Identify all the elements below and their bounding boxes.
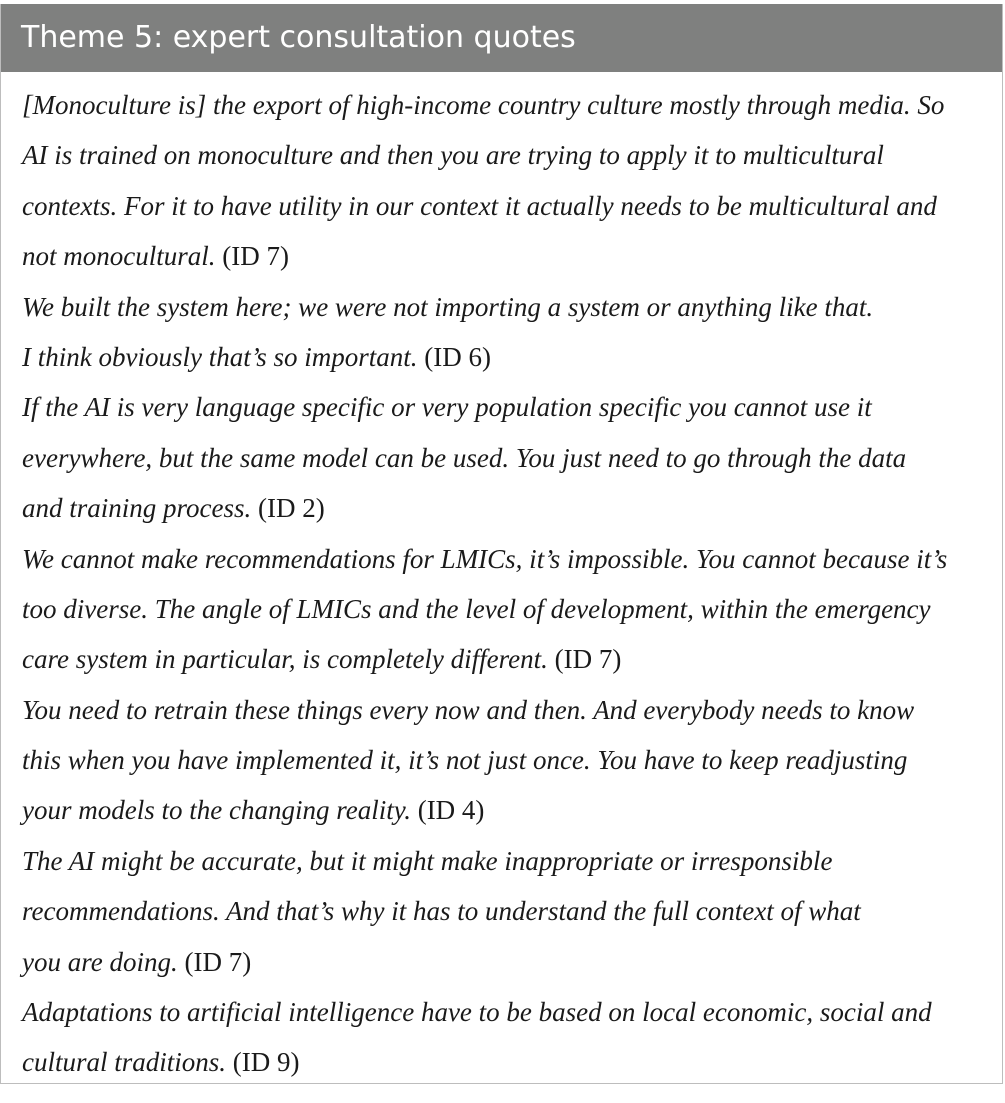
quote-text: We cannot make recommendations for LMICs, it’s impossible. You cannot because it’s	[22, 543, 948, 574]
quote-line	[22, 886, 1002, 936]
quote-line	[22, 231, 1002, 281]
table-title: Theme 5: expert consultation quotes	[1, 4, 1002, 72]
quote-line	[22, 584, 1002, 634]
quote-line	[22, 685, 1002, 735]
quote-line	[22, 382, 1002, 432]
quote	[22, 685, 1002, 836]
quote-id: (ID 2)	[258, 493, 325, 524]
quote-text: care system in particular, is completely different.	[22, 644, 548, 675]
quote-line	[22, 785, 1002, 835]
quote-line	[22, 836, 1002, 886]
quote-line	[22, 332, 1002, 382]
quote-line	[22, 534, 1002, 584]
quote-text: AI is trained on monoculture and then you are trying to apply it to multicultural	[22, 140, 884, 171]
quote-text: recommendations. And that’s why it has to understand the full context of what	[22, 896, 861, 927]
quote-line	[22, 130, 1002, 180]
quote-id: (ID 6)	[424, 341, 491, 372]
quote-text: you are doing.	[22, 946, 178, 977]
quote-text: cultural traditions.	[22, 1047, 227, 1078]
quote-line	[22, 735, 1002, 785]
quote-line	[22, 483, 1002, 533]
quote-id: (ID 9)	[232, 1047, 300, 1078]
quote-text: The AI might be accurate, but it might make inappropriate or irresponsible	[22, 845, 833, 876]
quote-line	[22, 80, 1002, 130]
quote-line	[22, 937, 1002, 987]
quote	[22, 836, 1002, 987]
quote-text: not monocultural.	[22, 241, 216, 272]
quote-id: (ID 7)	[184, 946, 252, 977]
quote-text: [Monoculture is] the export of high-income country culture mostly through media. So	[22, 90, 945, 120]
quote-line	[22, 181, 1002, 231]
quote-text: You need to retrain these things every now and then. And everybody needs to know	[22, 694, 915, 725]
quotes-table	[0, 4, 1003, 1084]
quote	[22, 534, 1002, 685]
quote-id: (ID 4)	[417, 795, 485, 826]
quote-text: contexts. For it to have utility in our context it actually needs to be multicultural and	[22, 190, 937, 221]
quotes-body	[1, 72, 1002, 1088]
quote-text: We built the system here; we were not importing a system or anything like that.	[22, 291, 874, 322]
quote	[22, 80, 1002, 282]
quote-text: If the AI is very language specific or very population specific you cannot use it	[22, 392, 872, 423]
quote	[22, 282, 1002, 383]
quote-line	[22, 433, 1002, 483]
quote-text: your models to the changing reality.	[22, 795, 411, 826]
quote-id: (ID 7)	[222, 241, 289, 272]
quote-text: and training process.	[22, 493, 252, 524]
quote-line	[22, 634, 1002, 684]
quote	[22, 382, 1002, 533]
quote-id: (ID 7)	[554, 644, 622, 675]
quote-text: too diverse. The angle of LMICs and the level of development, within the emergency	[22, 593, 931, 624]
quote-line	[22, 987, 1002, 1037]
quote-text: Adaptations to artificial intelligence have to be based on local economic, social and	[22, 997, 932, 1028]
quote-text: this when you have implemented it, it’s not just once. You have to keep readjusting	[22, 745, 908, 776]
quote-text: I think obviously that’s so important.	[22, 341, 418, 372]
quote-line	[22, 1037, 1002, 1087]
quote	[22, 987, 1002, 1088]
quote-line	[22, 282, 1002, 332]
quote-text: everywhere, but the same model can be used. You just need to go through the data	[22, 442, 907, 473]
